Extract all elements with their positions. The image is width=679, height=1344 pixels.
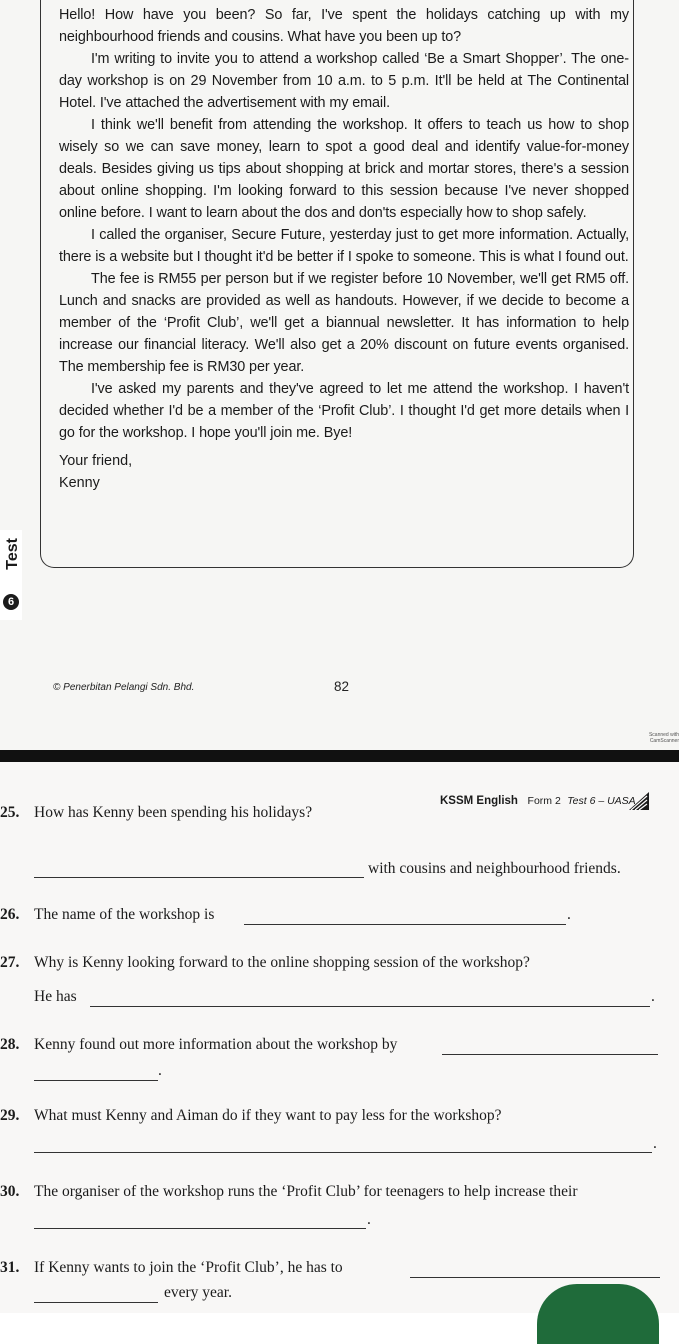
running-head [440, 795, 636, 807]
question-number: 26. [0, 906, 20, 923]
letter-paragraph-3: I think we'll benefit from attending the workshop. It offers to teach us how to shop wisely so we can save money, learn to spot a good deal and identify value-for-money deals. Besides giving us tips about shopping at brick and mortar stores, there's a session about online shopping. I'm looking forward to this session because I've never shopped online before. I want to learn about the dos and don'ts especially how to shop safely. [59, 117, 629, 221]
letter-closing [59, 450, 633, 494]
question-number: 30. [0, 1183, 20, 1200]
question-29 [0, 1107, 502, 1125]
answer-prefix-27: He has [34, 988, 77, 1005]
question-number: 28. [0, 1036, 20, 1053]
answer-line-26[interactable] [244, 924, 566, 925]
question-26 [0, 906, 214, 924]
answer-line-29[interactable] [34, 1152, 652, 1153]
answer-line-31a[interactable] [410, 1277, 660, 1278]
publisher-logo-icon [628, 791, 650, 811]
scanner-watermark [633, 732, 679, 744]
answer-suffix-29: . [653, 1135, 657, 1152]
test-label: Test 6 – UASA [567, 795, 636, 807]
subject-label: KSSM English [440, 795, 518, 807]
answer-suffix-31: every year. [164, 1284, 232, 1301]
question-text: Why is Kenny looking forward to the online shopping session of the workshop? [34, 954, 530, 971]
letter-paragraph-5: The fee is RM55 per person but if we register before 10 November, we'll get RM5 off. Lunch and snacks are provided as well as handouts. However, if we decide to become a member of the ‘Profit Club’, we'll get a biannual newsletter. It has information to help increase our financial literacy. We'll also get a 20% discount on future events organised. The membership fee is RM30 per year. [59, 271, 629, 375]
questions-page [0, 762, 679, 1313]
answer-line-31b[interactable] [34, 1302, 158, 1303]
publisher-credit: © Penerbitan Pelangi Sdn. Bhd. [53, 682, 195, 693]
answer-suffix-30: . [367, 1211, 371, 1228]
test-tab-number: 6 [3, 594, 19, 610]
question-text: What must Kenny and Aiman do if they want to pay less for the workshop? [34, 1107, 502, 1124]
question-25 [0, 804, 312, 822]
scanner-text: Scanned with CamScanner [648, 732, 679, 744]
question-number: 31. [0, 1259, 20, 1276]
question-text: How has Kenny been spending his holidays? [34, 804, 313, 821]
answer-suffix-25: with cousins and neighbourhood friends. [368, 860, 621, 877]
letter-paragraph-4: I called the organiser, Secure Future, yesterday just to get more information. Actually, there is a website but I thought it'd be better if I spoke to someone. This is what I found out. [59, 227, 629, 265]
answer-line-27[interactable] [90, 1006, 650, 1007]
green-corner-tab [537, 1284, 659, 1344]
question-text: The name of the workshop is [34, 906, 215, 923]
question-30 [0, 1183, 577, 1201]
closing-line: Your friend, [59, 453, 133, 469]
question-28 [0, 1036, 397, 1054]
answer-line-28a[interactable] [442, 1054, 658, 1055]
question-text: The organiser of the workshop runs the ‘Profit Club’ for teenagers to help increase their [34, 1183, 578, 1200]
question-number: 27. [0, 954, 20, 971]
question-text: Kenny found out more information about the workshop by [34, 1036, 398, 1053]
test-tab-label: Test [4, 538, 21, 570]
letter-paragraph-1: Hello! How have you been? So far, I've spent the holidays catching up with my neighbourhood friends and cousins. What have you been up to? [59, 7, 629, 45]
question-31 [0, 1259, 343, 1277]
answer-suffix-28: . [158, 1062, 162, 1079]
question-27 [0, 954, 530, 972]
question-text: If Kenny wants to join the ‘Profit Club’, he has to [34, 1259, 343, 1276]
letter-paragraph-6: I've asked my parents and they've agreed to let me attend the workshop. I haven't decided whether I'd be a member of the ‘Profit Club’. I thought I'd get more details when I go for the workshop. I hope you'll join me. Bye! [59, 381, 629, 441]
signature: Kenny [59, 475, 100, 491]
question-number: 25. [0, 804, 20, 821]
question-number: 29. [0, 1107, 20, 1124]
form-label: Form 2 [527, 795, 561, 807]
letter-paragraph-2: I'm writing to invite you to attend a workshop called ‘Be a Smart Shopper’. The one-day workshop is on 29 November from 10 a.m. to 5 p.m. It'll be held at The Continental Hotel. I've attached the advertisement with my email. [59, 51, 629, 111]
page-number: 82 [334, 679, 350, 694]
letter-box [40, 0, 634, 568]
answer-line-28b[interactable] [34, 1080, 158, 1081]
answer-suffix-27: . [651, 988, 655, 1005]
answer-line-30[interactable] [34, 1228, 366, 1229]
page-gap [0, 750, 679, 762]
answer-suffix-26: . [567, 906, 571, 923]
answer-line-25[interactable] [34, 877, 364, 878]
